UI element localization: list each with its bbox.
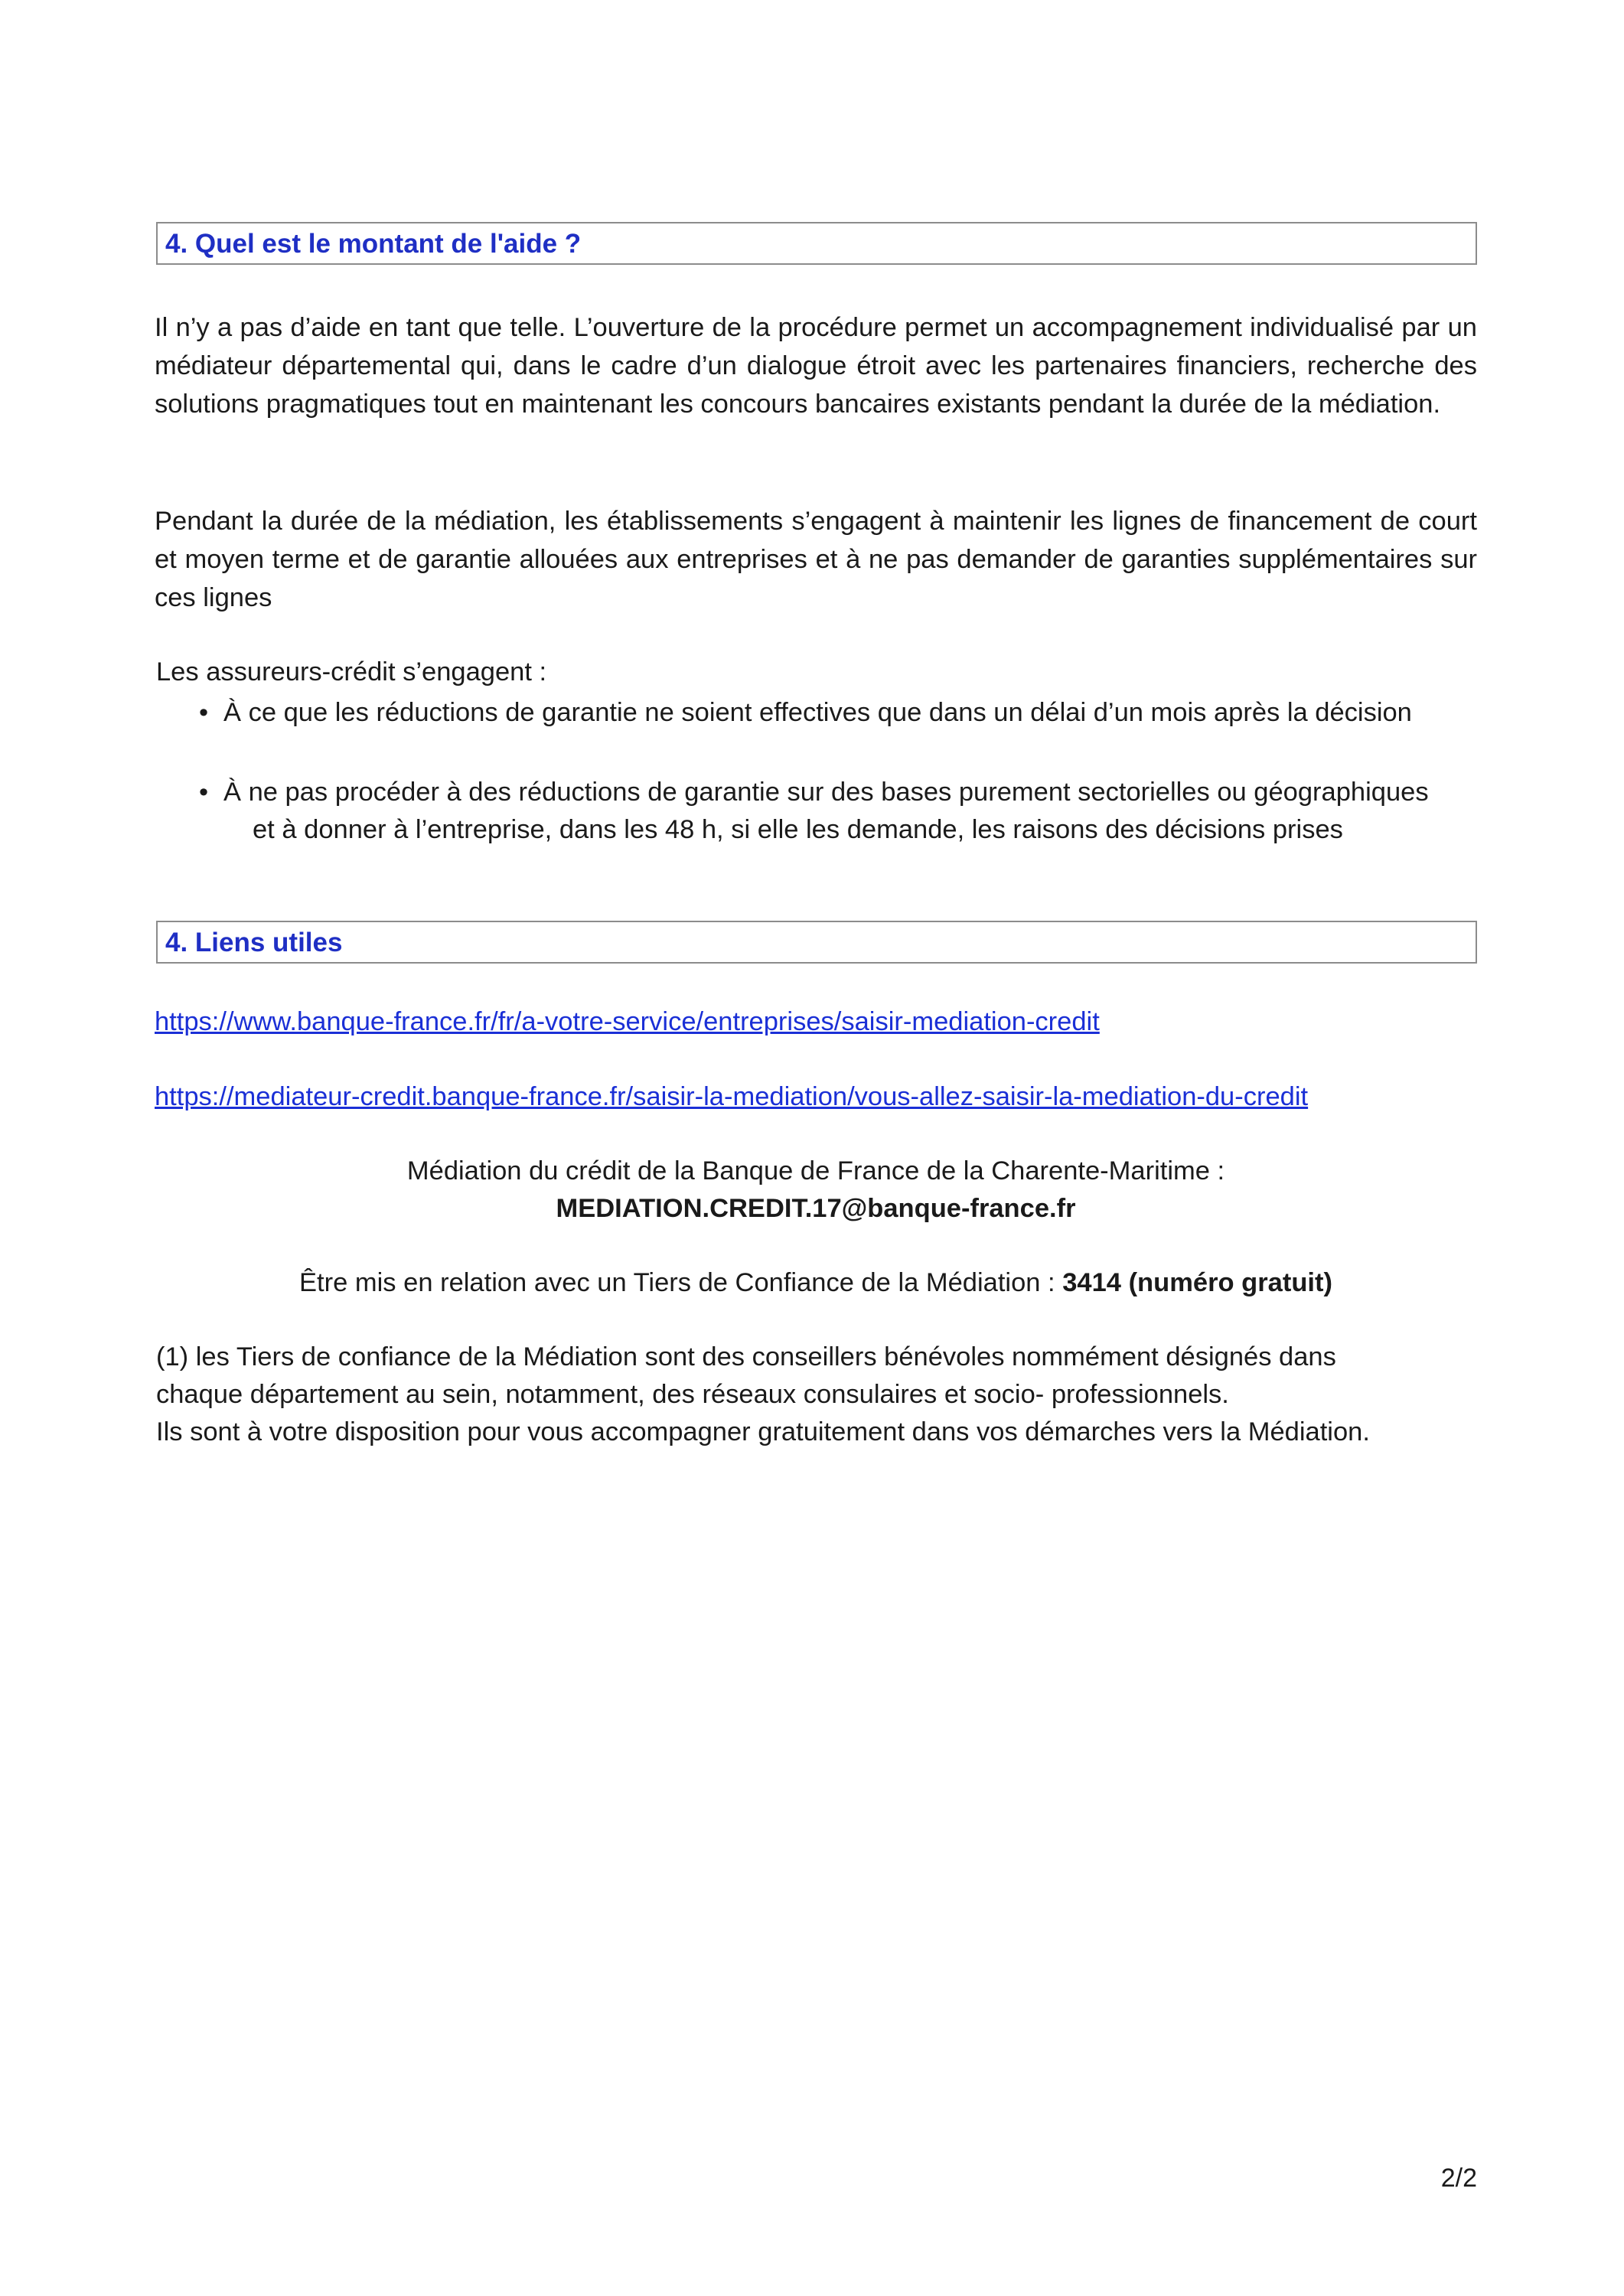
- bullet-item-2-continuation: et à donner à l’entreprise, dans les 48 h, si elle les demande, les raisons des décisions prises: [253, 815, 1343, 844]
- section-title-montant: 4. Quel est le montant de l'aide ?: [165, 229, 582, 259]
- tiers-number: 3414 (numéro gratuit): [1062, 1268, 1332, 1297]
- insurers-intro: Les assureurs-crédit s’engagent :: [156, 657, 547, 687]
- footnote-line-1: (1) les Tiers de confiance de la Médiation sont des conseillers bénévoles nommément désignés dans: [156, 1342, 1336, 1371]
- section-title-liens: 4. Liens utiles: [165, 928, 343, 957]
- paragraph-aide: Il n’y a pas d’aide en tant que telle. L’ouverture de la procédure permet un accompagnement individualisé par un médiateur départemental qui, dans le cadre d’un dialogue étroit avec les partenaires financiers, recherche des solutions pragmatiques tout en maintenant les concours bancaires existants pendant la durée de la médiation.: [155, 313, 1477, 419]
- section-heading-box: [156, 222, 1477, 265]
- bullet-item-1: À ce que les réductions de garantie ne soient effectives que dans un délai d’un mois après la décision: [223, 698, 1412, 727]
- link-mediateur-credit[interactable]: https://mediateur-credit.banque-france.fr/saisir-la-mediation/vous-allez-saisir-la-mediation-du-credit: [155, 1082, 1309, 1111]
- paragraph-engagement: Pendant la durée de la médiation, les établissements s’engagent à maintenir les lignes de financement de court et moyen terme et de garantie allouées aux entreprises et à ne pas demander de garanties supplémentaires sur ces lignes: [155, 507, 1477, 612]
- tiers-text: Être mis en relation avec un Tiers de Confiance de la Médiation :: [299, 1268, 1063, 1297]
- bullet-icon: •: [199, 778, 209, 807]
- page-number: 2/2: [1440, 2164, 1477, 2193]
- footnote-line-3: Ils sont à votre disposition pour vous accompagner gratuitement dans vos démarches vers la Médiation.: [156, 1417, 1370, 1446]
- bullet-icon: •: [199, 698, 209, 727]
- mediation-line: Médiation du crédit de la Banque de France de la Charente-Maritime :: [406, 1156, 1225, 1186]
- bullet-item-2: À ne pas procéder à des réductions de garantie sur des bases purement sectorielles ou géographiques: [223, 778, 1429, 807]
- link-banque-france[interactable]: https://www.banque-france.fr/fr/a-votre-service/entreprises/saisir-mediation-credit: [155, 1007, 1100, 1036]
- section-heading-box: [156, 921, 1477, 964]
- mediation-email: MEDIATION.CREDIT.17@banque-france.fr: [556, 1194, 1076, 1223]
- footnote-line-2: chaque département au sein, notamment, des réseaux consulaires et socio- professionnels.: [156, 1380, 1229, 1409]
- tiers-confiance-line: [155, 1264, 1477, 1302]
